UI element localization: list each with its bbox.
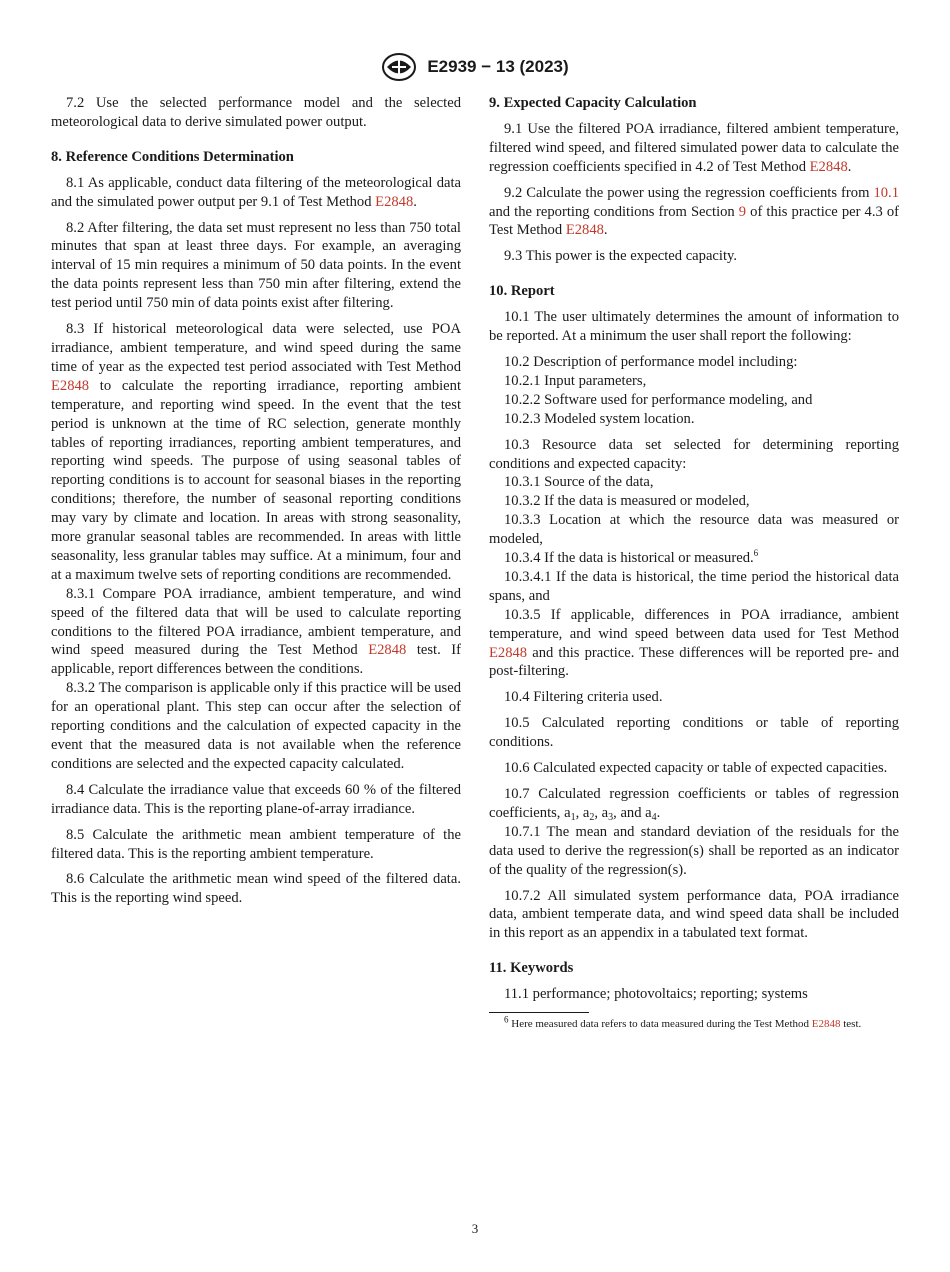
para-8-3: 8.3 If historical meteorological data were selected, use POA irradiance, ambient temperature, and wind speed during the same time of year as the expected test period associated with Test Method E2848 to calculate the reporting irradiance, reporting ambient temperature, and reporting wind speed. In the event that the test period is unknown at the time of RC selection, generate monthly tables of reporting irradiances, reporting ambient temperatures, and reporting wind speeds. The purpose of using seasonal tables of reporting conditions is to account for seasonal biases in the reporting conditions; therefore, the number of seasonal reporting conditions may vary by climate and location. In areas with strong seasonality, more granular seasonal tables are recommended. In areas with little seasonality, less granular tables may suffice. At a minimum, four and at a maximum twelve sets of reporting conditions are recommended. (51, 321, 461, 583)
footnote-divider (489, 1012, 589, 1013)
standard-designation: E2939 − 13 (2023) (427, 57, 569, 76)
para-9-2: 9.2 Calculate the power using the regression coefficients from 10.1 and the reporting conditions from Section 9 of this practice per 4.3 of Test Method E2848. (489, 184, 899, 239)
section-10-heading: 10. Report (489, 283, 555, 300)
para-10-3-4-1: 10.3.4.1 If the data is historical, the time period the historical data spans, and (489, 568, 899, 604)
e2848-link[interactable]: E2848 (375, 193, 414, 210)
para-10-3-4: 10.3.4 If the data is historical or measured.$^6$ (504, 548, 759, 567)
para-10-3-1: 10.3.1 Source of the data, (504, 474, 654, 491)
section-10-1-link[interactable]: 10.1 (873, 184, 899, 201)
e2848-link[interactable]: E2848 (368, 642, 407, 659)
footnote-ref[interactable]: 6 (753, 548, 759, 559)
para-10-2-3: 10.2.3 Modeled system location. (504, 410, 695, 427)
para-10-3: 10.3 Resource data set selected for determining reporting conditions and expected capacity: (489, 436, 899, 472)
para-8-3-1: 8.3.1 Compare POA irradiance, ambient temperature, and wind speed of the filtered data that will be used to calculate reporting conditions to the filtered POA irradiance, ambient temperature, and wind speed measured during the Test Method E2848 test. If applicable, report differences between the conditions. (51, 585, 462, 678)
e2848-link[interactable]: E2848 (809, 158, 848, 175)
para-8-2: 8.2 After filtering, the data set must represent no less than 750 total minutes that span at least three days. For example, an averaging interval of 15 min requires a minimum of 50 data points. In the event the data points represent less than 750 min after filtering, extend the test period until 750 min of data points exist after filtering. (51, 219, 461, 312)
para-10-3-5: 10.3.5 If applicable, differences in POA irradiance, ambient temperature, and wind speed between data used for Test Method E2848 and this practice. These differences will be reported pre- and post-filtering. (489, 606, 899, 680)
para-10-2-1: 10.2.1 Input parameters, (504, 372, 647, 389)
section-9-heading: 9. Expected Capacity Calculation (489, 95, 697, 111)
para-8-6: 8.6 Calculate the arithmetic mean wind speed of the filtered data. This is the reporting wind speed. (51, 871, 461, 907)
footnote-6: $^6$ Here measured data refers to data measured during the Test Method E2848 test. (504, 1014, 862, 1031)
para-11-1: 11.1 performance; photovoltaics; reporting; systems (504, 986, 808, 1003)
section-8-heading: 8. Reference Conditions Determination (51, 148, 294, 165)
para-10-6: 10.6 Calculated expected capacity or table of expected capacities. (504, 760, 888, 777)
para-9-3: 9.3 This power is the expected capacity. (504, 248, 738, 265)
para-10-7-2: 10.7.2 All simulated system performance data, POA irradiance data, ambient temperate data, and wind speed data shall be included in this report as an appendix in a tabulated text format. (489, 887, 899, 942)
para-10-4: 10.4 Filtering criteria used. (504, 689, 663, 706)
para-10-2-2: 10.2.2 Software used for performance modeling, and (504, 391, 813, 408)
para-10-3-2: 10.3.2 If the data is measured or modeled, (504, 493, 750, 510)
page-header (0, 52, 950, 82)
right-column (489, 94, 899, 1031)
e2848-link[interactable]: E2848 (51, 377, 90, 394)
para-9-1: 9.1 Use the filtered POA irradiance, filtered ambient temperature, filtered wind speed, and filtered simulated power data to calculate the regression coefficients specified in 4.2 of Test Method E2848. (489, 120, 899, 175)
para-10-1: 10.1 The user ultimately determines the amount of information to be reported. At a minimum the user shall report the following: (489, 309, 899, 345)
section-9-link[interactable]: 9 (738, 203, 747, 220)
astm-logo-icon (381, 52, 417, 82)
para-7-2: 7.2 Use the selected performance model and the selected meteorological data to derive simulated power output. (51, 95, 461, 130)
para-10-7-1: 10.7.1 The mean and standard deviation of the residuals for the data used to derive the regression(s) shall be reported as an indicator of the quality of the regression(s). (489, 823, 899, 878)
e2848-link[interactable]: E2848 (811, 1018, 841, 1031)
para-10-5: 10.5 Calculated reporting conditions or table of reporting conditions. (489, 715, 899, 751)
para-8-4: 8.4 Calculate the irradiance value that exceeds 60 % of the filtered irradiance data. This is the reporting plane-of-array irradiance. (51, 781, 461, 817)
left-column (51, 94, 461, 915)
e2848-link[interactable]: E2848 (489, 644, 528, 661)
section-11-heading: 11. Keywords (489, 960, 574, 977)
e2848-link[interactable]: E2848 (565, 222, 604, 239)
para-8-5: 8.5 Calculate the arithmetic mean ambient temperature of the filtered data. This is the reporting ambient temperature. (51, 826, 461, 862)
para-8-1: 8.1 As applicable, conduct data filtering of the meteorological data and the simulated power output per 9.1 of Test Method E2848. (51, 174, 461, 210)
para-10-2: 10.2 Description of performance model including: (504, 353, 798, 370)
para-10-7: 10.7 Calculated regression coefficients or tables of regression coefficients, $a_1$, $a_2$, $a_3$, and $a_4$. (489, 786, 899, 823)
para-8-3-2: 8.3.2 The comparison is applicable only if this practice will be used for an operational plant. This step can occur after the selection of reporting conditions and the calculation of expected capacity in the event that the measured data is not available when the reference conditions are selected and the expected capacity calculated. (51, 680, 461, 772)
page-number: 3 (471, 1221, 479, 1236)
para-10-3-3: 10.3.3 Location at which the resource data was measured or modeled, (489, 512, 899, 548)
